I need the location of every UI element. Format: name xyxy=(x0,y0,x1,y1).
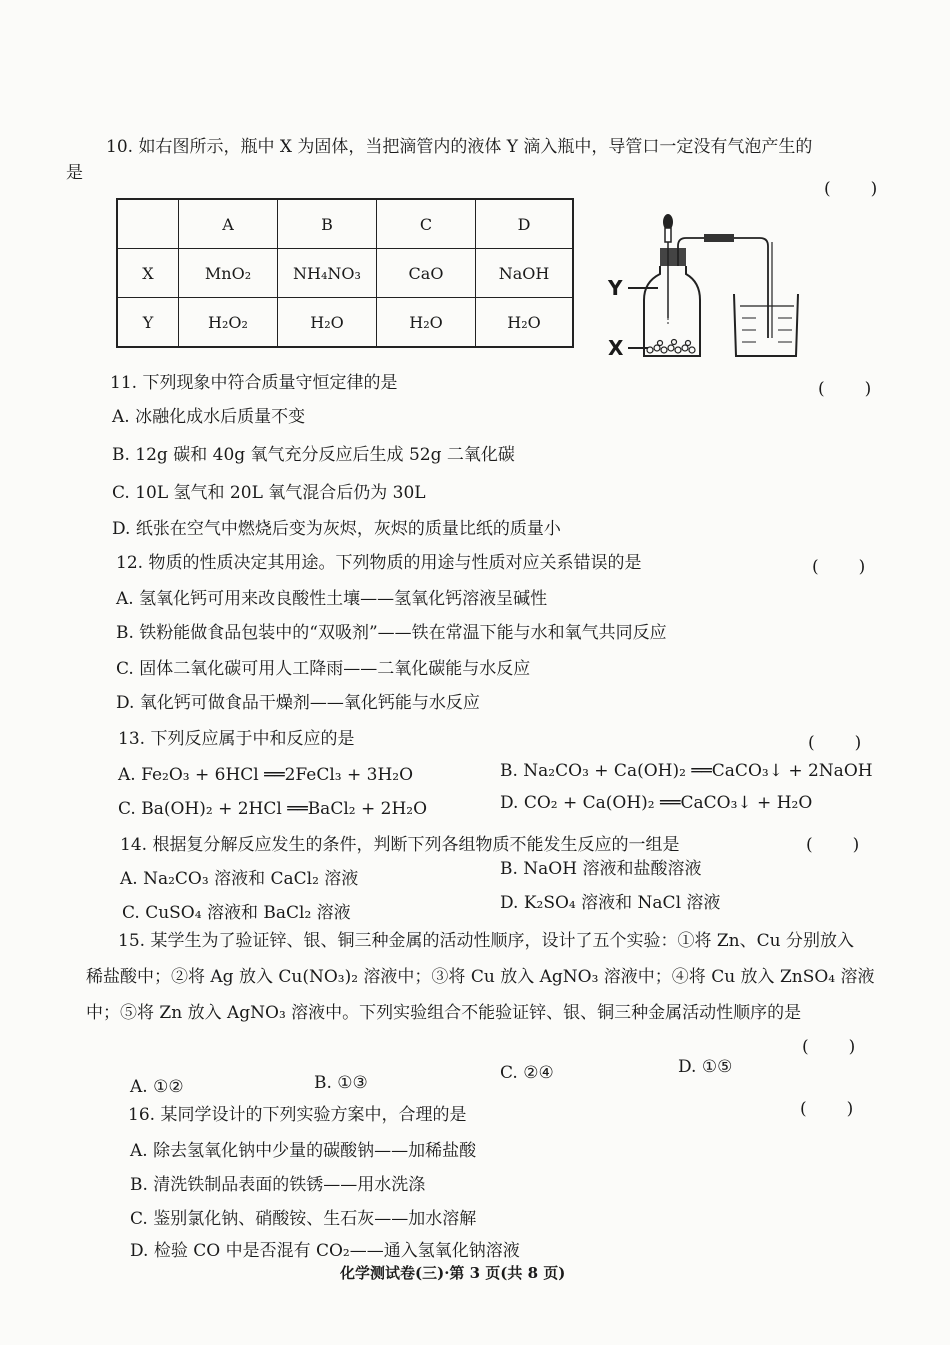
q14-option-a: A. Na₂CO₃ 溶液和 CaCl₂ 溶液 xyxy=(120,869,359,889)
q10-answer-paren: ( ) xyxy=(824,179,880,199)
q14-answer-paren: ( ) xyxy=(806,835,862,855)
q15-option-c: C. ②④ xyxy=(500,1063,554,1083)
q16-option-c: C. 鉴别氯化钠、硝酸铵、生石灰——加水溶解 xyxy=(130,1209,477,1229)
q10-cell: CaO xyxy=(377,249,476,298)
q10-stem-line1: 10. 如右图所示，瓶中 X 为固体，当把滴管内的液体 Y 滴入瓶中，导管口一定没有气泡产生的 xyxy=(106,137,813,157)
q15-answer-paren: ( ) xyxy=(802,1037,858,1057)
q15-option-d: D. ①⑤ xyxy=(678,1057,733,1077)
q13-option-d: D. CO₂ + Ca(OH)₂ ══CaCO₃↓ + H₂O xyxy=(500,793,813,813)
q10-cell xyxy=(117,199,179,249)
q11-answer-paren: ( ) xyxy=(818,379,874,399)
q10-table-row-y xyxy=(117,298,573,348)
q12-option-d: D. 氧化钙可做食品干燥剂——氧化钙能与水反应 xyxy=(116,693,480,713)
q11-option-d: D. 纸张在空气中燃烧后变为灰烬，灰烬的质量比纸的质量小 xyxy=(112,519,561,539)
q15-stem-line3: 中；⑤将 Zn 放入 AgNO₃ 溶液中。下列实验组合不能验证锌、银、铜三种金属活动性顺序的是 xyxy=(86,1003,802,1023)
q14-option-d: D. K₂SO₄ 溶液和 NaCl 溶液 xyxy=(500,893,721,913)
q10-cell: H₂O xyxy=(476,298,574,348)
q10-cell: H₂O xyxy=(278,298,377,348)
q13-answer-paren: ( ) xyxy=(808,733,864,753)
q10-table xyxy=(116,198,574,348)
apparatus-diagram xyxy=(600,208,800,368)
q12-option-b: B. 铁粉能做食品包装中的“双吸剂”——铁在常温下能与水和氧气共同反应 xyxy=(116,623,667,643)
q12-answer-paren: ( ) xyxy=(812,557,868,577)
q10-cell: B xyxy=(278,199,377,249)
label-x: X xyxy=(608,336,624,360)
q12-option-c: C. 固体二氧化碳可用人工降雨——二氧化碳能与水反应 xyxy=(116,659,531,679)
q10-cell: NH₄NO₃ xyxy=(278,249,377,298)
q13-option-b: B. Na₂CO₃ + Ca(OH)₂ ══CaCO₃↓ + 2NaOH xyxy=(500,761,873,781)
q13-option-a: A. Fe₂O₃ + 6HCl ══2FeCl₃ + 3H₂O xyxy=(118,765,414,785)
q16-option-a: A. 除去氢氧化钠中少量的碳酸钠——加稀盐酸 xyxy=(130,1141,477,1161)
q10-stem-line2: 是 xyxy=(66,163,83,183)
label-y: Y xyxy=(608,276,623,300)
q11-option-c: C. 10L 氢气和 20L 氧气混合后仍为 30L xyxy=(112,483,426,503)
q14-option-b: B. NaOH 溶液和盐酸溶液 xyxy=(500,859,702,879)
q14-option-c: C. CuSO₄ 溶液和 BaCl₂ 溶液 xyxy=(122,903,351,923)
q10-table-header-row xyxy=(117,199,573,249)
q16-answer-paren: ( ) xyxy=(800,1099,856,1119)
q10-cell: NaOH xyxy=(476,249,574,298)
q15-stem-line2: 稀盐酸中；②将 Ag 放入 Cu(NO₃)₂ 溶液中；③将 Cu 放入 AgNO₃ 溶液中；④将 Cu 放入 ZnSO₄ 溶液 xyxy=(86,967,875,987)
q10-cell: A xyxy=(179,199,278,249)
q16-option-d: D. 检验 CO 中是否混有 CO₂——通入氢氧化钠溶液 xyxy=(130,1241,520,1261)
q16-option-b: B. 清洗铁制品表面的铁锈——用水洗涤 xyxy=(130,1175,426,1195)
q15-option-b: B. ①③ xyxy=(314,1073,368,1093)
q10-cell: MnO₂ xyxy=(179,249,278,298)
q10-cell: X xyxy=(117,249,179,298)
q10-cell: H₂O₂ xyxy=(179,298,278,348)
page-footer: 化学测试卷(三)·第 3 页(共 8 页) xyxy=(340,1264,566,1282)
q12-stem: 12. 物质的性质决定其用途。下列物质的用途与性质对应关系错误的是 xyxy=(116,553,642,573)
q11-stem: 11. 下列现象中符合质量守恒定律的是 xyxy=(110,373,398,393)
q11-option-a: A. 冰融化成水后质量不变 xyxy=(112,407,306,427)
q16-stem: 16. 某同学设计的下列实验方案中，合理的是 xyxy=(128,1105,467,1125)
q12-option-a: A. 氢氧化钙可用来改良酸性土壤——氢氧化钙溶液呈碱性 xyxy=(116,589,548,609)
q13-stem: 13. 下列反应属于中和反应的是 xyxy=(118,729,355,749)
q10-cell: C xyxy=(377,199,476,249)
q15-stem-line1: 15. 某学生为了验证锌、银、铜三种金属的活动性顺序，设计了五个实验：①将 Zn、Cu 分别放入 xyxy=(118,931,854,951)
q11-option-b: B. 12g 碳和 40g 氧气充分反应后生成 52g 二氧化碳 xyxy=(112,445,515,465)
q10-cell: H₂O xyxy=(377,298,476,348)
q15-option-a: A. ①② xyxy=(130,1077,184,1097)
q13-option-c: C. Ba(OH)₂ + 2HCl ══BaCl₂ + 2H₂O xyxy=(118,799,428,819)
q10-cell: D xyxy=(476,199,574,249)
q10-cell: Y xyxy=(117,298,179,348)
q14-stem: 14. 根据复分解反应发生的条件，判断下列各组物质不能发生反应的一组是 xyxy=(120,835,680,855)
q10-table-row-x xyxy=(117,249,573,298)
